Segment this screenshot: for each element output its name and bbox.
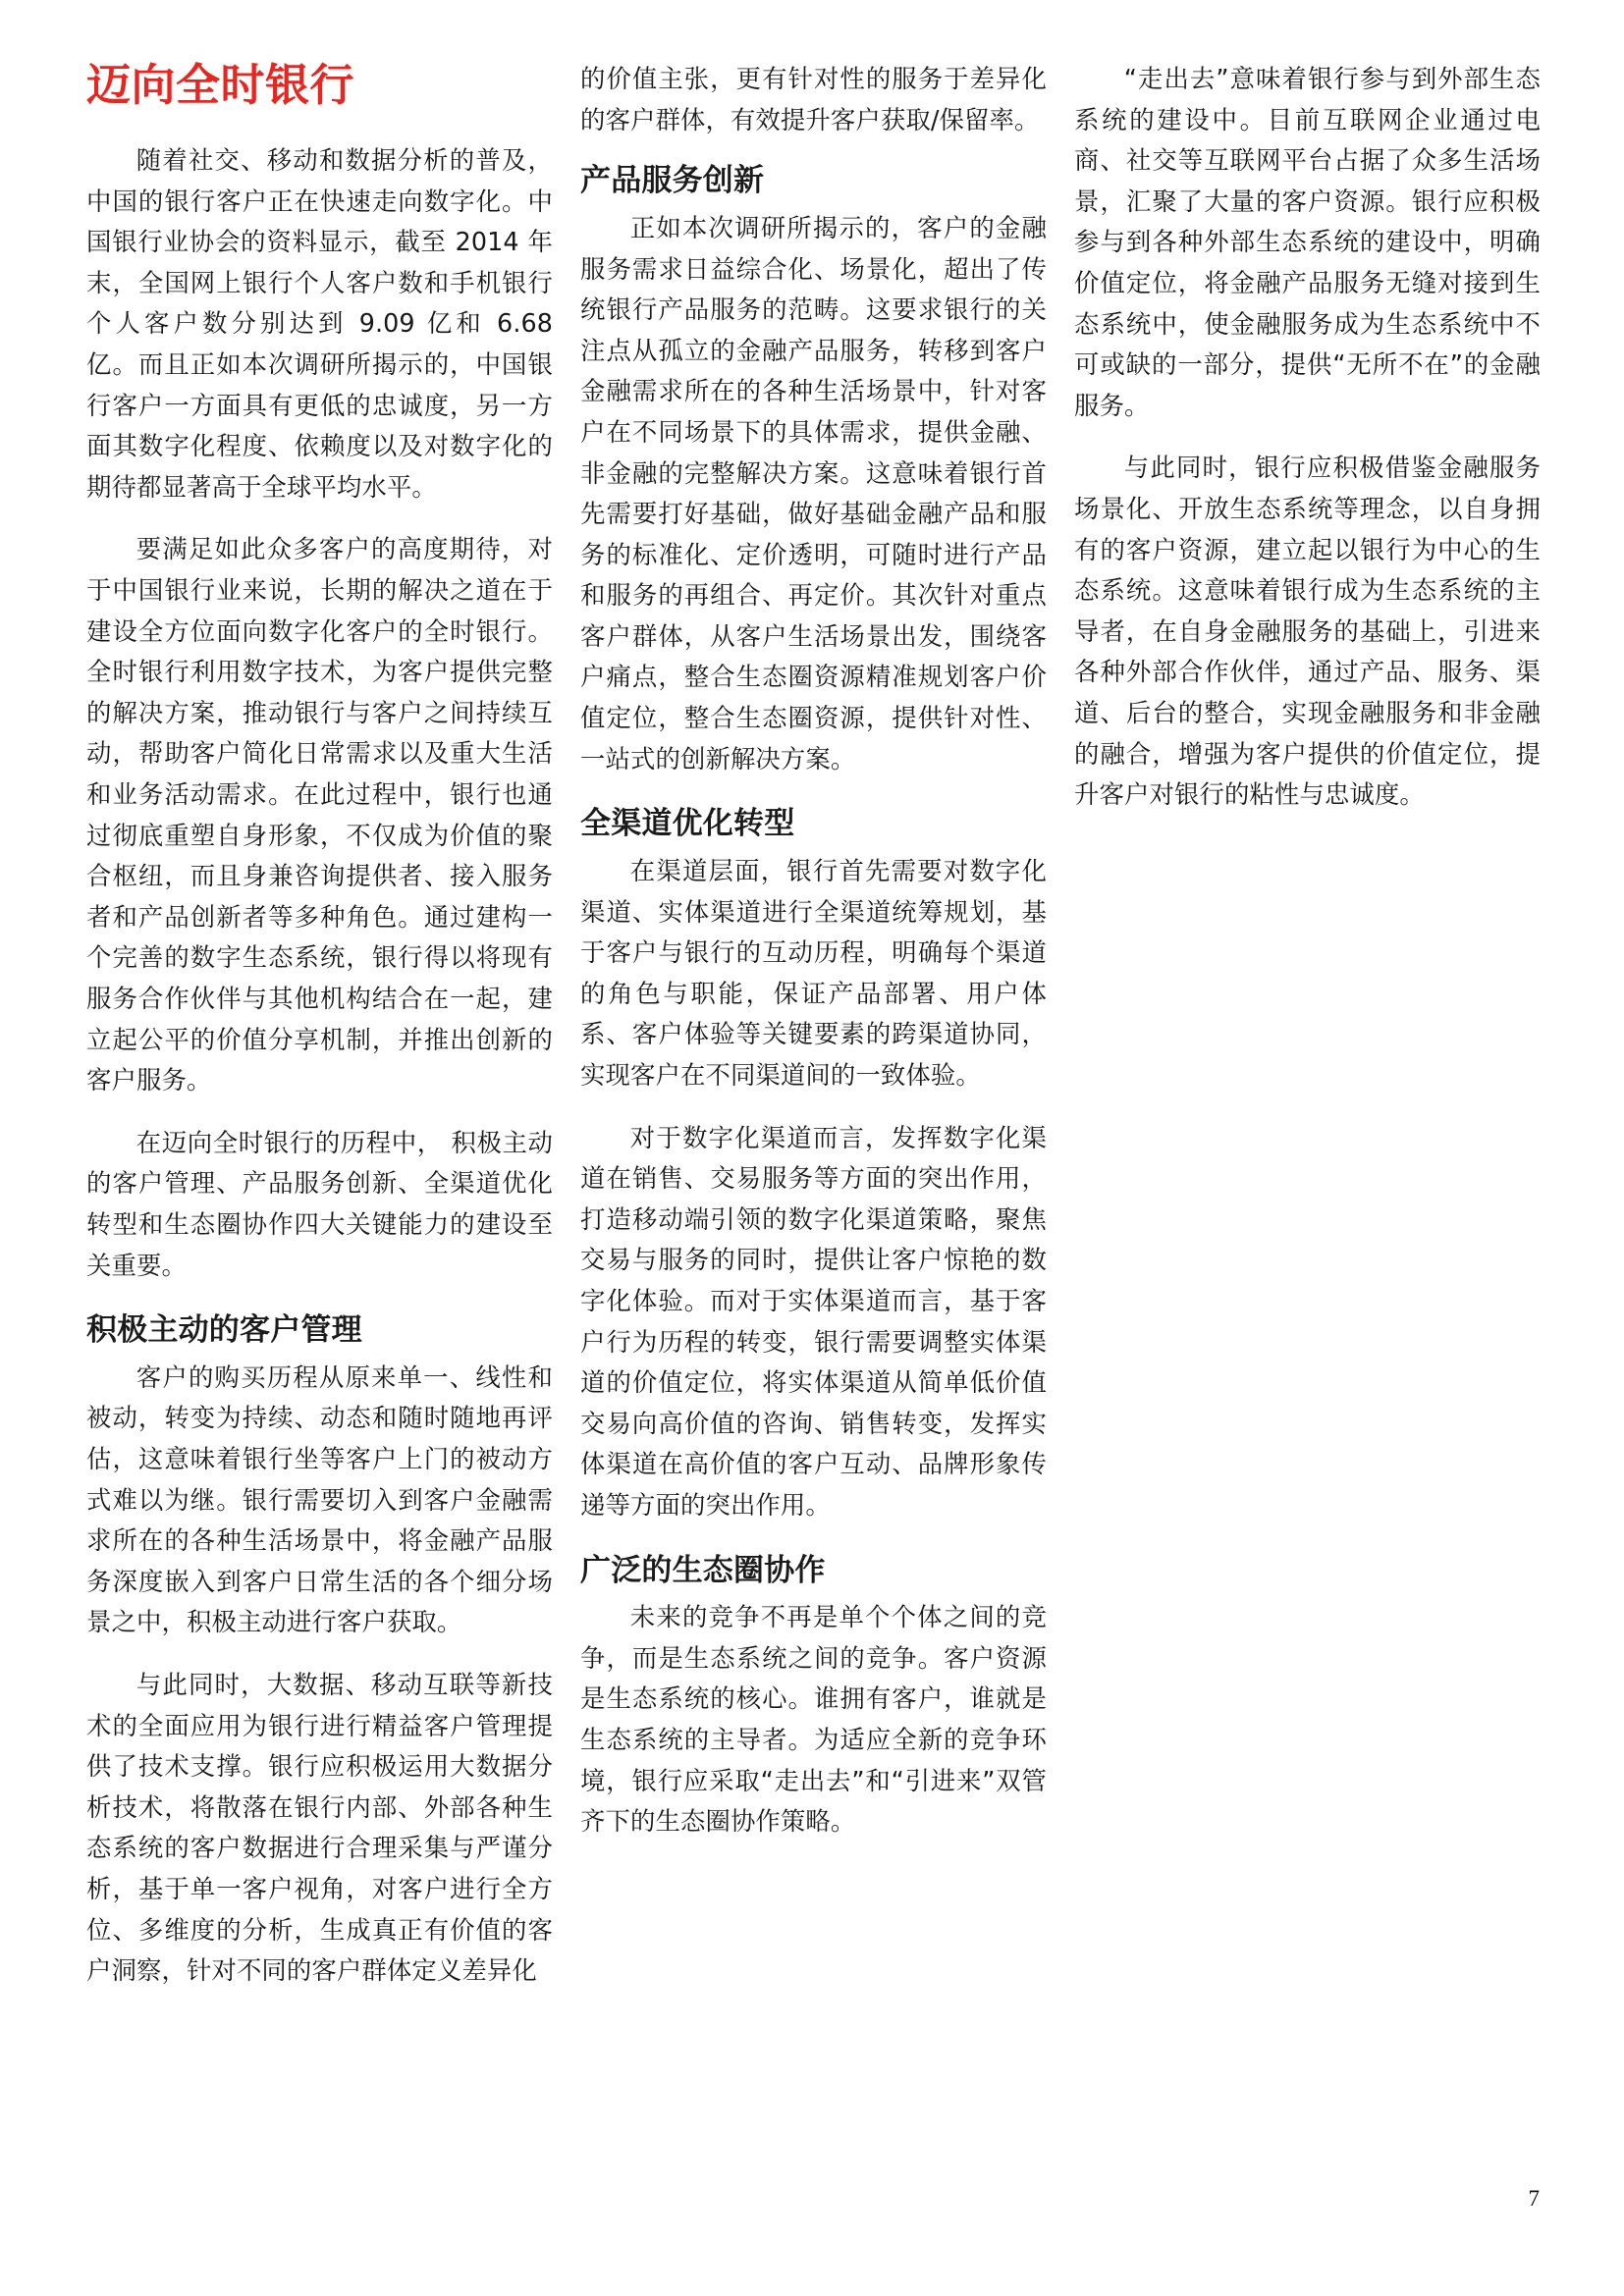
paragraph: 客户的购买历程从原来单一、线性和被动，转变为持续、动态和随时随地再评估，这意味着银行坐等客户上门的被动方式难以为继。银行需要切入到客户金融需求所在的各种生活场景中，将金融产品服务深度嵌入到客户日常生活的各个细分场景之中，积极主动进行客户获取。 (86, 1362, 553, 1637)
paragraph: 未来的竞争不再是单个个体之间的竞争，而是生态系统之间的竞争。客户资源是生态系统的核心。谁拥有客户，谁就是生态系统的主导者。为适应全新的竞争环境，银行应采取“走出去”和“引进来”双管齐下的生态圈协作策略。 (580, 1602, 1047, 1837)
text-column-1 (86, 59, 553, 2140)
paragraph: 正如本次调研所揭示的，客户的金融服务需求日益综合化、场景化，超出了传统银行产品服务的范畴。这要求银行的关注点从孤立的金融产品服务，转移到客户金融需求所在的各种生活场景中，针对客户在不同场景下的具体需求，提供金融、非金融的完整解决方案。这意味着银行首先需要打好基础，做好基础金融产品和服务的标准化、定价透明，可随时进行产品和服务的再组合、再定价。其次针对重点客户群体，从客户生活场景出发，围绕客户痛点，整合生态圈资源精准规划客户价值定位，整合生态圈资源，提供针对性、一站式的创新解决方案。 (580, 212, 1047, 774)
paragraph: 要满足如此众多客户的高度期待，对于中国银行业来说，长期的解决之道在于建设全方位面向数字化客户的全时银行。全时银行利用数字技术，为客户提供完整的解决方案，推动银行与客户之间持续互动，帮助客户简化日常需求以及重大生活和业务活动需求。在此过程中，银行也通过彻底重塑自身形象，不仅成为价值的聚合枢纽，而且身兼咨询提供者、接入服务者和产品创新者等多种角色。通过建构一个完善的数字生态系统，银行得以将现有服务合作伙伴与其他机构结合在一起，建立起公平的价值分享机制，并推出创新的客户服务。 (86, 534, 553, 1095)
paragraph: 在迈向全时银行的历程中， 积极主动的客户管理、产品服务创新、全渠道优化转型和生态圈协作四大关键能力的建设至关重要。 (86, 1127, 553, 1280)
paragraph: 随着社交、移动和数据分析的普及，中国的银行客户正在快速走向数字化。中国银行业协会的资料显示，截至 2014 年末，全国网上银行个人客户数和手机银行个人客户数分别达到 9.09 亿和 6.68 亿。而且正如本次调研所揭示的，中国银行客户一方面具有更低的忠诚度，另一方面其数字化程度、依赖度以及对数字化的期待都显著高于全球平均水平。 (86, 145, 553, 502)
text-column-2 (580, 59, 1047, 2140)
text-column-3 (1074, 59, 1541, 2140)
article-columns (86, 59, 1540, 2140)
paragraph: 对于数字化渠道而言，发挥数字化渠道在销售、交易服务等方面的突出作用，打造移动端引领的数字化渠道策略，聚焦交易与服务的同时，提供让客户惊艳的数字化体验。而对于实体渠道而言，基于客户行为历程的转变，银行需要调整实体渠道的价值定位，将实体渠道从简单低价值交易向高价值的咨询、销售转变，发挥实体渠道在高价值的客户互动、品牌形象传递等方面的突出作用。 (580, 1122, 1047, 1520)
page-title: 迈向全时银行 (86, 59, 355, 111)
section-heading-omnichannel-transformation: 全渠道优化转型 (580, 806, 795, 842)
paragraph-continuation: 的价值主张，更有针对性的服务于差异化的客户群体，有效提升客户获取/保留率。 (580, 64, 1047, 134)
paragraph: 与此同时，大数据、移动互联等新技术的全面应用为银行进行精益客户管理提供了技术支撑。银行应积极运用大数据分析技术，将散落在银行内部、外部各种生态系统的客户数据进行合理采集与严谨分析，基于单一客户视角，对客户进行全方位、多维度的分析，生成真正有价值的客户洞察，针对不同的客户群体定义差异化 (86, 1670, 553, 1986)
page-number: 7 (1528, 2186, 1540, 2211)
section-heading-ecosystem-collaboration: 广泛的生态圈协作 (580, 1552, 826, 1588)
paragraph: 在渠道层面，银行首先需要对数字化渠道、实体渠道进行全渠道统筹规划，基于客户与银行的互动历程，明确每个渠道的角色与职能，保证产品部署、用户体系、客户体验等关键要素的跨渠道协同，实现客户在不同渠道间的一致体验。 (580, 856, 1047, 1090)
section-heading-proactive-customer-management: 积极主动的客户管理 (86, 1312, 362, 1349)
paragraph: 与此同时，银行应积极借鉴金融服务场景化、开放生态系统等理念，以自身拥有的客户资源，建立起以银行为中心的生态系统。这意味着银行成为生态系统的主导者，在自身金融服务的基础上，引进来各种外部合作伙伴，通过产品、服务、渠道、后台的整合，实现金融服务和非金融的融合，增强为客户提供的价值定位，提升客户对银行的粘性与忠诚度。 (1074, 453, 1541, 810)
paragraph: “走出去”意味着银行参与到外部生态系统的建设中。目前互联网企业通过电商、社交等互联网平台占据了众多生活场景，汇聚了大量的客户资源。银行应积极参与到各种外部生态系统的建设中，明确价值定位，将金融产品服务无缝对接到生态系统中，使金融服务成为生态系统中不可或缺的一部分，提供“无所不在”的金融服务。 (1074, 64, 1541, 420)
section-heading-product-service-innovation: 产品服务创新 (580, 163, 765, 199)
